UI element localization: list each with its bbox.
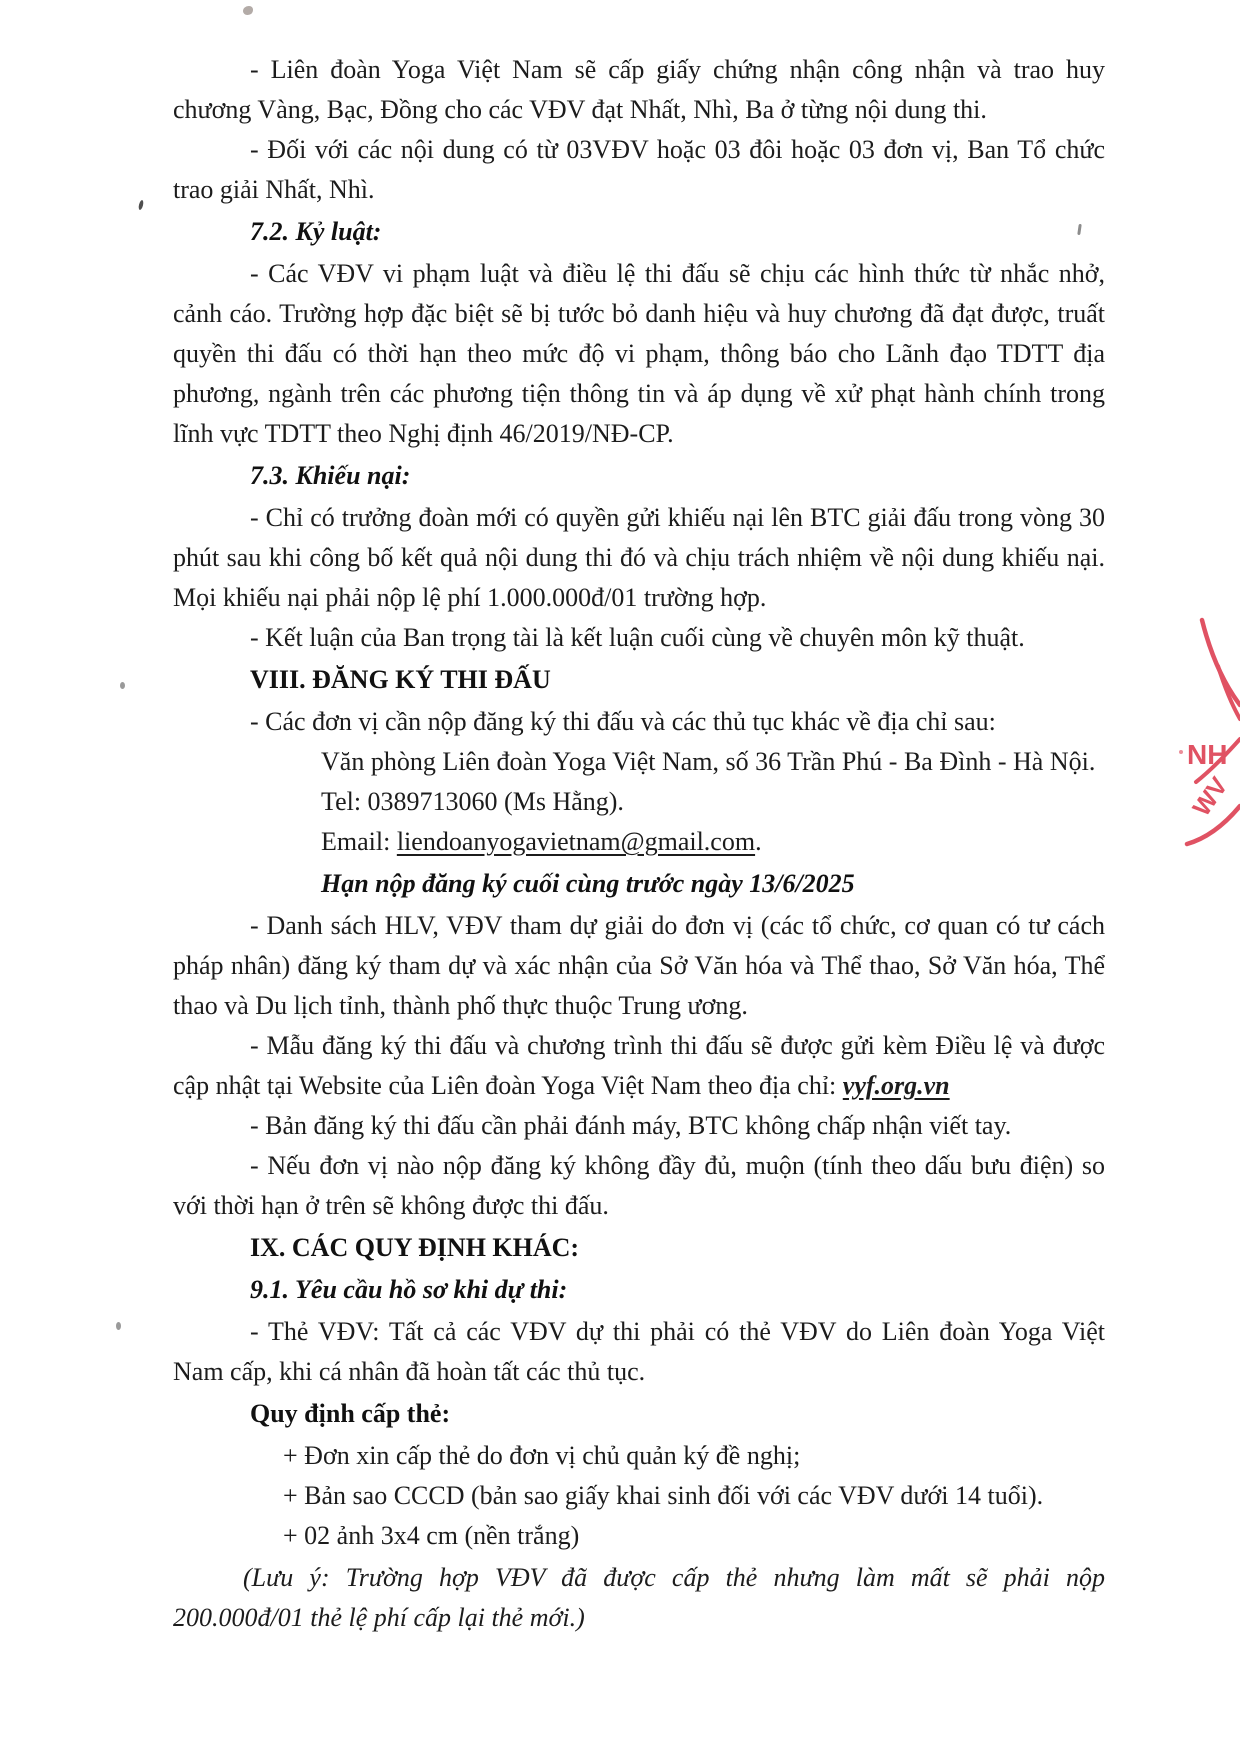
text-run: Tel: 0389713060 (Ms Hằng). <box>321 787 624 816</box>
paragraph <box>321 782 1105 822</box>
paragraph <box>173 130 1105 210</box>
paragraph <box>173 906 1105 1026</box>
scan-speck <box>116 1322 121 1330</box>
website-link: vyf.org.vn <box>842 1071 950 1100</box>
text-run: VIII. ĐĂNG KÝ THI ĐẤU <box>250 665 551 694</box>
text-run: IX. CÁC QUY ĐỊNH KHÁC: <box>250 1233 580 1262</box>
paragraph <box>173 618 1105 658</box>
text-run: 9.1. Yêu cầu hồ sơ khi dự thi: <box>250 1275 568 1304</box>
text-run: + Đơn xin cấp thẻ do đơn vị chủ quản ký đề nghị; <box>283 1441 801 1470</box>
text-run: . <box>755 827 762 856</box>
paragraph <box>173 50 1105 130</box>
paragraph <box>173 702 1105 742</box>
scan-speck <box>120 682 125 689</box>
paragraph <box>283 1436 1105 1476</box>
text-run: Văn phòng Liên đoàn Yoga Việt Nam, số 36 Trần Phú - Ba Đình - Hà Nội. <box>321 747 1096 776</box>
red-stamp-fragment <box>1145 592 1240 857</box>
text-run: + 02 ảnh 3x4 cm (nền trắng) <box>283 1521 580 1550</box>
text-run: - Thẻ VĐV: Tất cả các VĐV dự thi phải có thẻ VĐV do Liên đoàn Yoga Việt Nam cấp, khi cá nhân đã hoàn tất các thủ tục. <box>173 1317 1105 1386</box>
text-run: - Chỉ có trưởng đoàn mới có quyền gửi khiếu nại lên BTC giải đấu trong vòng 30 phút sau khi công bố kết quả nội dung thi đó và chịu trách nhiệm về nội dung khiếu nại. Mọi khiếu nại phải nộp lệ phí 1.000.000đ/01 trường hợp. <box>173 503 1105 612</box>
stamp-outer-arc-bottom <box>1187 806 1240 844</box>
text-run: - Nếu đơn vị nào nộp đăng ký không đầy đủ, muộn (tính theo dấu bưu điện) so với thời hạn ở trên sẽ không được thi đấu. <box>173 1151 1105 1220</box>
text-run: - Các đơn vị cần nộp đăng ký thi đấu và các thủ tục khác về địa chỉ sau: <box>250 707 996 736</box>
stamp-letters-top: NH <box>1187 739 1228 770</box>
document-text-body <box>173 50 1105 1638</box>
paragraph <box>250 456 1105 496</box>
stamp-letters-bottom: WV <box>1187 772 1234 822</box>
scan-speck <box>138 200 144 211</box>
paragraph <box>250 1394 1105 1434</box>
text-run: - Mẫu đăng ký thi đấu và chương trình thi đấu sẽ được gửi kèm Điều lệ và được cập nhật tại Website của Liên đoàn Yoga Việt Nam theo địa chỉ: <box>173 1031 1105 1100</box>
text-run: - Kết luận của Ban trọng tài là kết luận cuối cùng về chuyên môn kỹ thuật. <box>250 623 1025 652</box>
text-run: + Bản sao CCCD (bản sao giấy khai sinh đối với các VĐV dưới 14 tuổi). <box>283 1481 1044 1510</box>
text-run: Quy định cấp thẻ: <box>250 1399 451 1428</box>
paragraph <box>173 1026 1105 1106</box>
paragraph <box>283 1516 1105 1556</box>
stamp-outer-arc-top <box>1202 620 1240 705</box>
stamp-dot <box>1179 750 1183 754</box>
paragraph <box>250 1228 1105 1268</box>
paragraph <box>173 1106 1105 1146</box>
paragraph <box>173 1558 1105 1638</box>
paragraph <box>173 498 1105 618</box>
text-run: Hạn nộp đăng ký cuối cùng trước ngày 13/6/2025 <box>321 869 855 898</box>
paragraph <box>283 1476 1105 1516</box>
paragraph <box>250 660 1105 700</box>
email-link: liendoanyogavietnam@gmail.com <box>396 827 756 856</box>
text-run: - Bản đăng ký thi đấu cần phải đánh máy, BTC không chấp nhận viết tay. <box>250 1111 1012 1140</box>
text-run: - Đối với các nội dung có từ 03VĐV hoặc 03 đôi hoặc 03 đơn vị, Ban Tổ chức trao giải Nhất, Nhì. <box>173 135 1105 204</box>
paragraph <box>321 864 1105 904</box>
stamp-inner-arc-top <box>1218 666 1240 719</box>
text-run: Email: <box>321 827 397 856</box>
text-run: (Lưu ý: Trường hợp VĐV đã được cấp thẻ nhưng làm mất sẽ phải nộp 200.000đ/01 thẻ lệ phí cấp lại thẻ mới.) <box>173 1563 1105 1632</box>
paragraph <box>173 254 1105 454</box>
paragraph <box>250 212 1105 252</box>
stamp-inner-arc-bottom <box>1196 739 1240 782</box>
text-run: 7.2. Kỷ luật: <box>250 217 382 246</box>
paragraph <box>173 1312 1105 1392</box>
paragraph <box>173 1146 1105 1226</box>
text-run: - Các VĐV vi phạm luật và điều lệ thi đấu sẽ chịu các hình thức từ nhắc nhở, cảnh cáo. Trường hợp đặc biệt sẽ bị tước bỏ danh hiệu và huy chương đã đạt được, truất quyền thi đấu có thời hạn theo mức độ vi phạm, thông báo cho Lãnh đạo TDTT địa phương, ngành trên các phương tiện thông tin và áp dụng về xử phạt hành chính trong lĩnh vực TDTT theo Nghị định 46/2019/NĐ-CP. <box>173 259 1105 448</box>
text-run: - Liên đoàn Yoga Việt Nam sẽ cấp giấy chứng nhận công nhận và trao huy chương Vàng, Bạc, Đồng cho các VĐV đạt Nhất, Nhì, Ba ở từng nội dung thi. <box>173 55 1105 124</box>
text-run: 7.3. Khiếu nại: <box>250 461 411 490</box>
paragraph <box>250 1270 1105 1310</box>
paragraph <box>321 822 1105 862</box>
paragraph <box>321 742 1105 782</box>
text-run: - Danh sách HLV, VĐV tham dự giải do đơn vị (các tổ chức, cơ quan có tư cách pháp nhân) đăng ký tham dự và xác nhận của Sở Văn hóa và Thể thao, Sở Văn hóa, Thể thao và Du lịch tỉnh, thành phố thực thuộc Trung ương. <box>173 911 1105 1020</box>
scan-speck <box>243 6 253 15</box>
